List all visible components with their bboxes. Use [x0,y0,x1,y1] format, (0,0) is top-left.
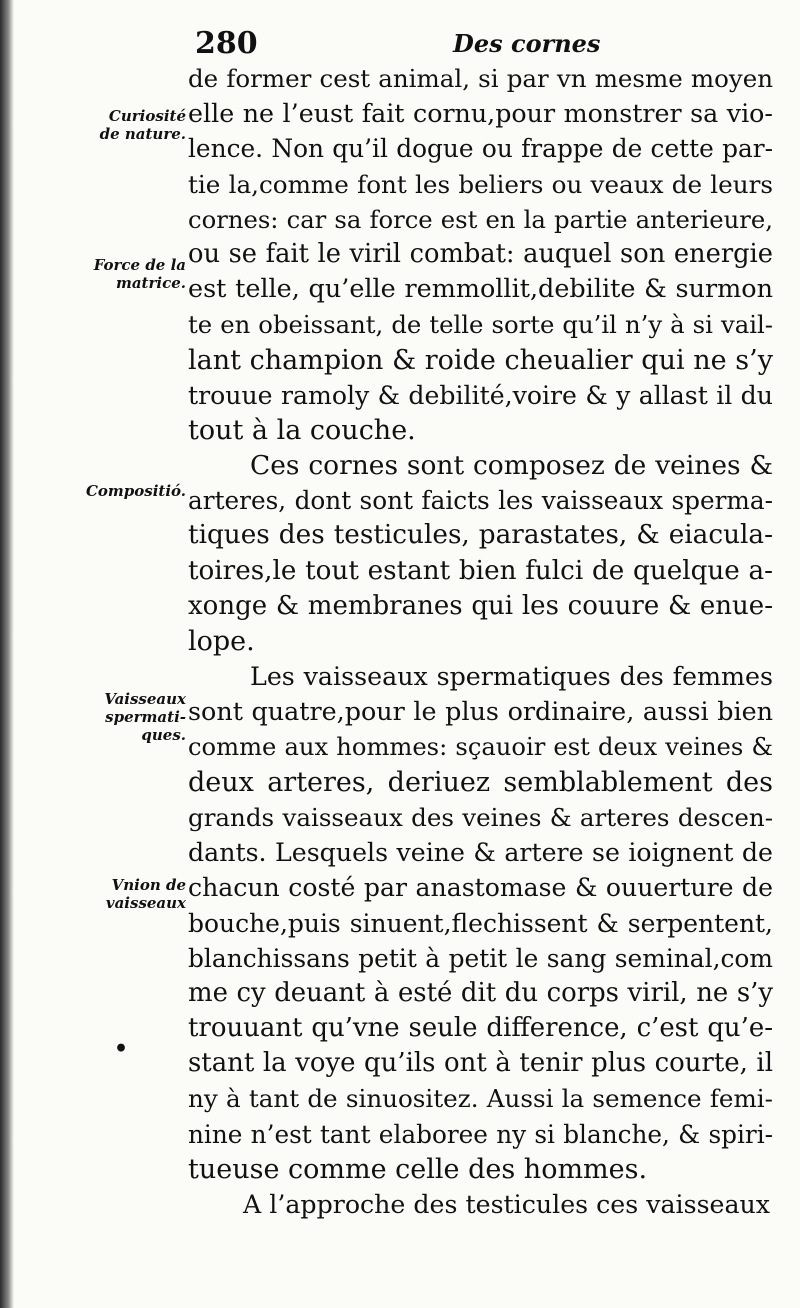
text-line: blanchissans petit à petit le sang seminal,com [188,943,773,973]
text-line: ny à tant de sinuositez. Aussi la semence femi- [188,1084,773,1114]
running-title: Des cornes [453,29,601,58]
text-line: dants. Lesquels veine & artere se ioignent de [188,838,773,868]
text-line: elle ne l’eust fait cornu,pour monstrer sa vio- [188,98,773,129]
text-line: trouue ramoly & debilité,voire & y allast il du [188,380,773,410]
text-line: stant la voye qu’ils ont à tenir plus courte, il [188,1048,773,1079]
marginal-note-line: vaisseaux [105,894,186,912]
page-header [195,24,775,64]
page-gutter-shadow [0,0,14,1308]
marginal-note-curiosite [80,107,186,143]
marginal-note-line: Force de la [93,256,186,274]
marginal-note-line: Compositió. [85,482,186,500]
text-line: xonge & membranes qui les couure & enue- [188,590,773,621]
marginal-note-line: ques. [141,726,186,744]
text-line: tiques des testicules, parastates, & eiacula- [188,520,773,551]
text-line: toires,le tout estant bien fulci de quelque a- [188,555,773,586]
page-number: 280 [195,26,258,61]
text-line: tie la,comme font les beliers ou veaux de leurs [188,169,773,199]
marginal-note-line: de nature. [99,125,186,143]
text-line: est telle, qu’elle remmollit,debilite & surmon [188,274,773,305]
marginal-note-force [80,256,186,292]
stray-mark: • [114,1036,129,1062]
text-line: nine n’est tant elaboree ny si blanche, & spiri- [188,1119,773,1149]
marginal-note-line: matrice. [115,274,186,292]
marginal-note-line: Curiosité [108,107,186,125]
text-line: cornes: car sa force est en la partie anterieure, [188,204,773,234]
text-line: grands vaisseaux des veines & arteres descen- [188,802,773,832]
text-line: chacun costé par anastomase & ouuerture de [188,873,773,903]
text-line: lope. [188,626,255,657]
marginal-note-composition [80,482,186,500]
text-line: Les vaisseaux spermatiques des femmes [250,661,773,692]
text-line: me cy deuant à esté dit du corps viril, ne s’y [188,977,773,1008]
text-line: trouuant qu’vne seule difference, c’est qu’e- [188,1013,773,1044]
text-line: lence. Non qu’il dogue ou frappe de cette par- [188,134,773,164]
text-line: lant champion & roide cheualier qui ne s’y [188,344,773,376]
body-text [188,61,773,1222]
text-line: Ces cornes sont composez de veines & [250,450,773,482]
text-line: ou se fait le viril combat: auquel son energie [188,238,773,269]
text-line: deux arteres, deriuez semblablement des [188,766,773,798]
text-line: tout à la couche. [188,414,416,446]
text-line: sont quatre,pour le plus ordinaire, aussi bien [188,696,773,727]
marginal-note-line: spermati- [105,708,186,726]
text-line: arteres, dont sont faicts les vaisseaux sperma- [188,486,773,516]
text-line: tueuse comme celle des hommes. [188,1153,648,1185]
marginal-note-line: Vaisseaux [104,690,186,708]
marginal-note-vaisseaux [80,690,186,744]
text-line: comme aux hommes: sçauoir est deux veines & [188,732,773,761]
marginal-note-line: Vnion de [111,876,186,894]
text-line: de former cest animal, si par vn mesme moyen [188,64,773,93]
text-line: te en obeissant, de telle sorte qu’il n’y à si vail- [188,310,773,340]
text-line: bouche,puis sinuent,flechissent & serpentent, [188,908,773,938]
text-line: A l’approche des testicules ces vaisseaux [243,1190,771,1219]
marginal-note-vnion [80,876,186,912]
